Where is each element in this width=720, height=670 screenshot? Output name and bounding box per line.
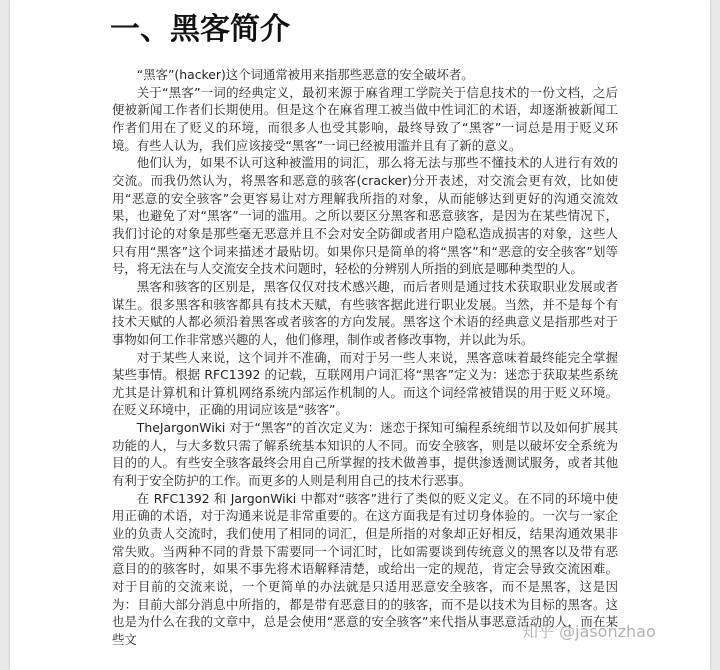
paragraph: 在 RFC1392 和 JargonWiki 中都对“骇客”进行了类似的贬义定义。在不同的环境中使用正确的术语，对于沟通来说是非常重要的。在这方面我是有过切身体验的。一次与一家企业的负责人交流时，我们使用了相同的词汇，但是所指的对象却正好相反，结果沟通效果非常失败。当两种不同的背景下需要同一个词汇时，比如需要谈到传统意义的黑客以及带有恶意目的的骇客时，如果不事先将术语解释清楚，或给出一定的规范，肯定会导致交流困难。对于目前的交流来说，一个更简单的办法就是只适用恶意安全骇客，而不是黑客，这是因为：目前大部分消息中所指的，都是带有恶意目的的骇客，而不是以技术为目标的黑客。这也是为什么在我的文章中，总是会使用“恶意的安全骇客”来代指从事恶意活动的人，而在某些文 bbox=[112, 490, 618, 647]
paragraph: 关于“黑客”一词的经典定义，最初来源于麻省理工学院关于信息技术的一份文档，之后便被新闻工作者们长期使用。但是这个在麻省理工被当做中性词汇的术语，却逐渐被新闻工作者们用在了贬义的环境，而很多人也受其影响，最终导致了“黑客”一词总是用于贬义环境。有些人认为，我们应该接受“黑客”一词已经被用滥并且有了新的意义。 bbox=[112, 84, 618, 153]
paragraph: 对于某些人来说，这个词并不准确，而对于另一些人来说，黑客意味着最终能完全掌握某些事情。根据 RFC1392 的记载，互联网用户词汇将“黑客”定义为：迷恋于获取某些系统尤其是计算机和计算机网络系统内部运作机制的人。而这个词经常被错误的用于贬义环境。在贬义环境中，正确的用词应该是“骇客”。 bbox=[112, 349, 618, 418]
paragraph: “黑客”(hacker)这个词通常被用来指那些恶意的安全破坏者。 bbox=[136, 67, 474, 82]
document-page bbox=[10, 0, 710, 670]
document-body bbox=[112, 66, 618, 649]
watermark: 知乎 @jasonzhao bbox=[522, 622, 656, 641]
paragraph: 黑客和骇客的区别是，黑客仅仅对技术感兴趣，而后者则是通过技术获取职业发展或者谋生。很多黑客和骇客都具有技术天赋，有些骇客据此进行职业发展。当然，并不是每个有技术天赋的人都必须沿着黑客或者骇客的方向发展。黑客这个术语的经典意义是指那些对于事物如何工作非常感兴趣的人，他们修理，制作或者修改事物，并以此为乐。 bbox=[112, 278, 618, 347]
paragraph: 他们认为，如果不认可这种被滥用的词汇，那么将无法与那些不懂技术的人进行有效的交流。而我仍然认为，将黑客和恶意的骇客(cracker)分开表述，对交流会更有效，比如使用“恶意的安全骇客”会更容易让对方理解我所指的对象，从而能够达到更好的沟通交流效果，也避免了对“黑客”一词的滥用。之所以要区分黑客和恶意骇客，是因为在某些情况下，我们讨论的对象是那些毫无恶意并且不会对安全防御或者用户隐私造成损害的对象，这些人只有用“黑客”这个词来描述才最贴切。如果你只是简单的将“黑客”和“恶意的安全骇客”划等号，将无法在与人交流安全技术问题时，轻松的分辨别人所指的到底是哪种类型的人。 bbox=[112, 155, 618, 277]
document-title: 一、黑客简介 bbox=[110, 12, 290, 47]
paragraph: TheJargonWiki 对于“黑客”的首次定义为：迷恋于探知可编程系统细节以及如何扩展其功能的人，与大多数只需了解系统基本知识的人不同。而安全骇客，则是以破坏安全系统为目的的人。有些安全骇客最终会用自己所掌握的技术做善事，提供渗透测试服务，或者其他有利于安全防护的工作。而更多的人则是利用自己的技术行恶事。 bbox=[112, 420, 618, 489]
